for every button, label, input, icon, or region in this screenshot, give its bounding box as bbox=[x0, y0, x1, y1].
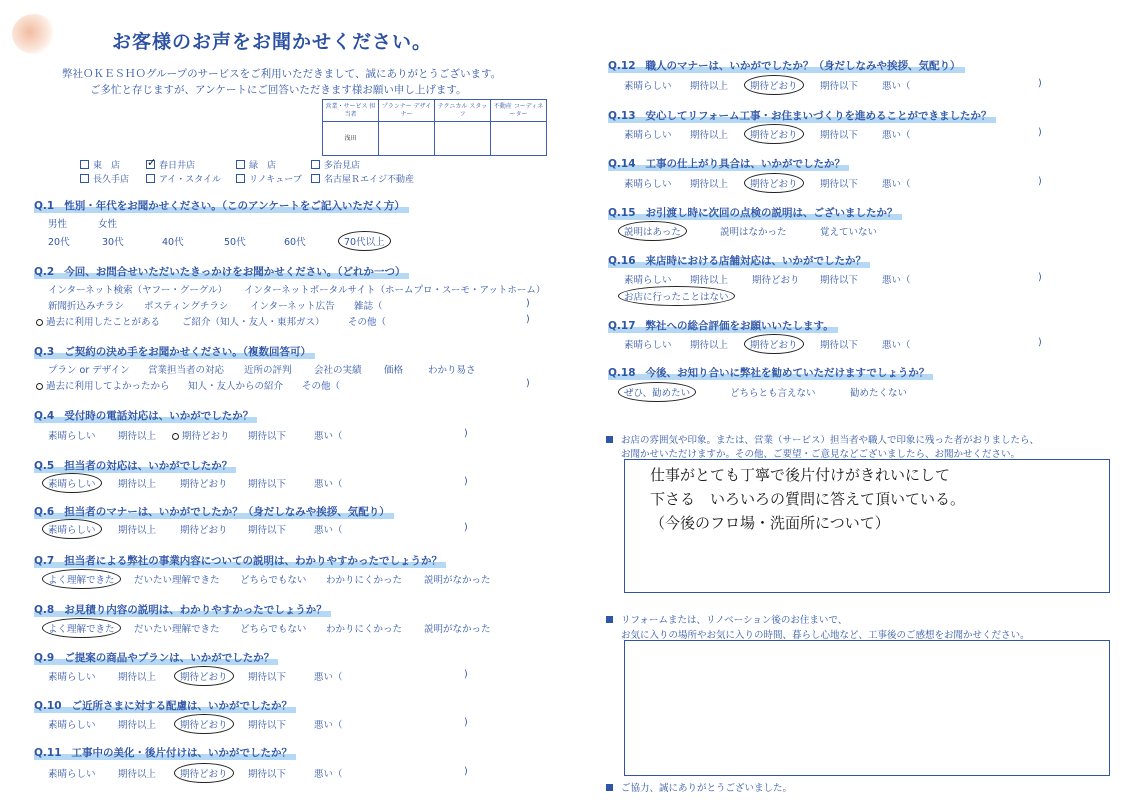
q5-bracket: ) bbox=[464, 476, 468, 487]
q18-option[interactable]: どちらとも言えない bbox=[730, 388, 816, 399]
q12-option[interactable]: 素晴らしい bbox=[624, 81, 672, 92]
q2-option[interactable]: 新聞折込みチラシ bbox=[48, 301, 125, 312]
q6-option[interactable]: 期待以上 bbox=[118, 525, 157, 536]
q15-option-selected[interactable]: 説明はあった bbox=[618, 221, 687, 241]
q14-bracket: ) bbox=[1038, 176, 1042, 187]
q12-option[interactable]: 悪い（ bbox=[882, 81, 911, 92]
q14-option[interactable]: 期待以下 bbox=[820, 179, 859, 190]
bullet-square-icon bbox=[606, 784, 613, 791]
store-option[interactable]: アイ・スタイル bbox=[146, 172, 221, 185]
checkbox-icon[interactable] bbox=[80, 174, 89, 183]
q6-bracket: ) bbox=[464, 522, 468, 533]
checkbox-checked-icon[interactable] bbox=[146, 160, 155, 169]
q12-bracket: ) bbox=[1038, 78, 1042, 89]
bullet-square-icon bbox=[606, 616, 613, 623]
q5-option-selected[interactable]: 素晴らしい bbox=[42, 473, 102, 493]
q13-option-selected[interactable]: 期待どおり bbox=[744, 124, 804, 144]
q6-option[interactable]: 期待どおり bbox=[180, 525, 228, 536]
question-q1: Q.1 性別・年代をお聞かせください。（このアンケートをご記入いただく方） bbox=[34, 198, 409, 213]
q17-option[interactable]: 期待以上 bbox=[690, 340, 729, 351]
q6-option[interactable]: 期待以下 bbox=[248, 525, 287, 536]
q4-option[interactable]: 素晴らしい bbox=[48, 431, 96, 442]
q4-bracket: ) bbox=[464, 428, 468, 439]
thanks-message: ご協力、誠にありがとうございました。 bbox=[606, 780, 792, 794]
q3-option[interactable]: 営業担当者の対応 bbox=[148, 365, 225, 376]
impression-question: お店の雰囲気や印象。または、営業（サービス）担当者や職人で印象に残った者がおりましたら、 bbox=[606, 432, 1039, 446]
staff-header-technical: テクニカル スタッフ bbox=[435, 100, 491, 122]
question-q4: Q.4 受付時の電話対応は、いかがでしたか？ bbox=[34, 408, 257, 423]
staff-value-sales[interactable]: 浅田 bbox=[323, 122, 379, 156]
q14-option-selected[interactable]: 期待どおり bbox=[744, 173, 804, 193]
q10-option[interactable]: 素晴らしい bbox=[48, 720, 96, 731]
q8-option[interactable]: どちらでもない bbox=[240, 624, 307, 635]
q10-option[interactable]: 期待以上 bbox=[118, 720, 157, 731]
store-option[interactable]: リノキューブ bbox=[236, 172, 302, 185]
q1-option[interactable]: 男性 bbox=[48, 219, 68, 230]
q16-bracket: ) bbox=[1038, 272, 1042, 283]
staff-value-realestate[interactable] bbox=[491, 122, 547, 156]
q18-option[interactable]: 勧めたくない bbox=[850, 388, 908, 399]
q1-option[interactable]: 60代 bbox=[284, 237, 306, 248]
q16-option[interactable]: 期待以下 bbox=[820, 275, 859, 286]
q2-option[interactable]: インターネットポータルサイト（ホームプロ・スーモ・アットホーム） bbox=[244, 285, 546, 296]
question-q9: Q.9 ご提案の商品やプランは、いかがでしたか？ bbox=[34, 650, 278, 665]
q1-option[interactable]: 30代 bbox=[102, 237, 124, 248]
q11-option-selected[interactable]: 期待どおり bbox=[174, 763, 234, 783]
q5-option[interactable]: 期待以下 bbox=[248, 479, 287, 490]
q17-option[interactable]: 悪い（ bbox=[882, 340, 911, 351]
checkbox-icon[interactable] bbox=[311, 160, 320, 169]
q1-option[interactable]: 女性 bbox=[98, 219, 118, 230]
page-title: お客様のお声をお聞かせください。 bbox=[112, 31, 433, 53]
q15-option[interactable]: 説明はなかった bbox=[720, 227, 787, 238]
checkbox-icon[interactable] bbox=[236, 160, 245, 169]
q1-option[interactable]: 50代 bbox=[224, 237, 246, 248]
q4-option[interactable]: 期待以上 bbox=[118, 431, 157, 442]
question-q18: Q.18 今後、お知り合いに弊社を勧めていただけますでしょうか？ bbox=[608, 365, 933, 380]
q1-option[interactable]: 40代 bbox=[162, 237, 184, 248]
q2-option[interactable]: その他（ bbox=[348, 317, 387, 328]
checkbox-icon[interactable] bbox=[80, 160, 89, 169]
question-q5: Q.5 担当者の対応は、いかがでしたか？ bbox=[34, 458, 236, 473]
q17-bracket: ) bbox=[1038, 337, 1042, 348]
staff-header-planner: プランナー デザイナー bbox=[379, 100, 435, 122]
q5-option[interactable]: 期待以上 bbox=[118, 479, 157, 490]
question-q8: Q.8 お見積り内容の説明は、わかりやすかったでしょうか？ bbox=[34, 602, 331, 617]
q10-option-selected[interactable]: 期待どおり bbox=[174, 714, 234, 734]
after-renovation-question: リフォームまたは、リノベーション後のお住まいで、 bbox=[606, 612, 847, 626]
q12-option[interactable]: 期待以上 bbox=[690, 81, 729, 92]
impression-question-line2: お聞かせいただけますか。その他、ご要望・ご意見などございましたら、お聞かせください。 bbox=[621, 449, 1021, 460]
store-option[interactable]: 多治見店 bbox=[311, 158, 360, 171]
q2-option-selected[interactable]: 過去に利用したことがある bbox=[36, 314, 160, 328]
staff-value-planner[interactable] bbox=[379, 122, 435, 156]
q8-option[interactable]: わかりにくかった bbox=[326, 624, 403, 635]
q5-option[interactable]: 悪い（ bbox=[314, 479, 343, 490]
q5-option[interactable]: 期待どおり bbox=[180, 479, 228, 490]
intro-line-1: 弊社ＯＫＥＳＨＯグループのサービスをご利用いただきまして、誠にありがとうございます。 bbox=[62, 68, 502, 80]
q3-option[interactable]: 知人・友人からの紹介 bbox=[188, 381, 284, 392]
q17-option[interactable]: 素晴らしい bbox=[624, 340, 672, 351]
q2-bracket: ) bbox=[526, 298, 530, 309]
q11-option[interactable]: 悪い（ bbox=[314, 769, 343, 780]
store-option[interactable]: 緑 店 bbox=[236, 158, 276, 171]
q14-option[interactable]: 素晴らしい bbox=[624, 179, 672, 190]
q10-option[interactable]: 期待以下 bbox=[248, 720, 287, 731]
q17-option-selected[interactable]: 期待どおり bbox=[744, 334, 804, 354]
q8-option[interactable]: だいたい理解できた bbox=[134, 624, 220, 635]
q14-option[interactable]: 期待以上 bbox=[690, 179, 729, 190]
store-option[interactable]: ✓ 春日井店 bbox=[146, 158, 195, 171]
store-option[interactable]: 東 店 bbox=[80, 158, 120, 171]
bullet-square-icon bbox=[606, 436, 613, 443]
q11-option[interactable]: 期待以下 bbox=[248, 769, 287, 780]
q4-option-selected[interactable]: 期待どおり bbox=[172, 428, 230, 442]
q2-option[interactable]: インターネット検索（ヤフー・グーグル） bbox=[48, 285, 228, 296]
after-renovation-question-line2: お気に入りの場所やお気に入りの時間、暮らし心地など、工事後のご感想をお聞かせください。 bbox=[621, 630, 1030, 641]
q16-option[interactable]: 悪い（ bbox=[882, 275, 911, 286]
q12-option-selected[interactable]: 期待どおり bbox=[744, 75, 804, 95]
stamp-mark bbox=[12, 14, 56, 54]
check-dot-icon bbox=[172, 433, 179, 440]
staff-table bbox=[322, 99, 547, 156]
check-dot-icon bbox=[36, 383, 43, 390]
intro-line-2: ご多忙と存じますが、アンケートにご回答いただきます様お願い申し上げます。 bbox=[90, 84, 467, 96]
q3-option[interactable]: プラン or デザイン bbox=[48, 365, 130, 376]
question-q3: Q.3 ご契約の決め手をお聞かせください。（複数回答可） bbox=[34, 344, 315, 359]
q8-option-selected[interactable]: よく理解できた bbox=[42, 618, 121, 638]
q9-option[interactable]: 素晴らしい bbox=[48, 672, 96, 683]
q1-option-selected[interactable]: 70代以上 bbox=[338, 231, 391, 251]
q14-option[interactable]: 悪い（ bbox=[882, 179, 911, 190]
q16-option[interactable]: 期待どおり bbox=[752, 275, 800, 286]
impression-answer-line-2: 下さる いろいろの質問に答えて頂いている。 bbox=[650, 490, 966, 508]
after-renovation-answer-box[interactable] bbox=[624, 640, 1110, 776]
question-q2: Q.2 今回、お問合せいただいたきっかけをお聞かせください。（どれか一つ） bbox=[34, 264, 409, 279]
store-option[interactable]: 長久手店 bbox=[80, 172, 129, 185]
impression-answer-line-3: （今後のフロ場・洗面所について） bbox=[650, 514, 890, 532]
q4-option[interactable]: 悪い（ bbox=[314, 431, 343, 442]
q11-option[interactable]: 素晴らしい bbox=[48, 769, 96, 780]
q9-option[interactable]: 悪い（ bbox=[314, 672, 343, 683]
q3-option[interactable]: 会社の実績 bbox=[314, 365, 362, 376]
question-q12: Q.12 職人のマナーは、いかがでしたか？（身だしなみや挨拶、気配り） bbox=[608, 58, 965, 73]
staff-header-sales: 営業・サービス 担当者 bbox=[323, 100, 379, 122]
question-q16: Q.16 来店時における店舗対応は、いかがでしたか？ bbox=[608, 253, 870, 268]
q13-option[interactable]: 素晴らしい bbox=[624, 130, 672, 141]
q7-option-selected[interactable]: よく理解できた bbox=[42, 569, 121, 589]
question-q15: Q.15 お引渡し時に次回の点検の説明は、ございましたか？ bbox=[608, 205, 902, 220]
staff-value-technical[interactable] bbox=[435, 122, 491, 156]
checkbox-icon[interactable] bbox=[311, 174, 320, 183]
q18-option-selected[interactable]: ぜひ、勧めたい bbox=[618, 382, 696, 402]
store-option[interactable]: 名古屋Ｒエイジ不動産 bbox=[311, 172, 414, 185]
q7-option[interactable]: だいたい理解できた bbox=[134, 575, 220, 586]
checkbox-icon[interactable] bbox=[236, 174, 245, 183]
staff-header-realestate: 不動産 コーディネーター bbox=[491, 100, 547, 122]
q2-option[interactable]: 雑誌（ bbox=[354, 301, 383, 312]
impression-answer-line-1: 仕事がとても丁寧で後片付けがきれいにして bbox=[650, 466, 951, 484]
q16-option[interactable]: 期待以上 bbox=[690, 275, 729, 286]
q3-option[interactable]: わかり易さ bbox=[428, 365, 476, 376]
q11-option[interactable]: 期待以上 bbox=[118, 769, 157, 780]
q11-bracket: ) bbox=[464, 766, 468, 777]
q9-option[interactable]: 期待以上 bbox=[118, 672, 157, 683]
checkbox-icon[interactable] bbox=[146, 174, 155, 183]
question-q7: Q.7 担当者による弊社の事業内容についての説明は、わかりやすかったでしょうか？ bbox=[34, 553, 446, 568]
q2-bracket: ) bbox=[526, 314, 530, 325]
q9-bracket: ) bbox=[464, 669, 468, 680]
q10-option[interactable]: 悪い（ bbox=[314, 720, 343, 731]
q8-option[interactable]: 説明がなかった bbox=[424, 624, 491, 635]
check-dot-icon bbox=[36, 319, 43, 326]
q3-option[interactable]: その他（ bbox=[302, 381, 341, 392]
q3-option[interactable]: 近所の評判 bbox=[244, 365, 292, 376]
question-q17: Q.17 弊社への総合評価をお願いいたします。 bbox=[608, 318, 838, 333]
q13-option[interactable]: 期待以上 bbox=[690, 130, 729, 141]
q3-bracket: ) bbox=[526, 378, 530, 389]
q7-option[interactable]: 説明がなかった bbox=[424, 575, 491, 586]
q3-option-selected[interactable]: 過去に利用してよかったから bbox=[36, 378, 170, 392]
q16-option[interactable]: 素晴らしい bbox=[624, 275, 672, 286]
question-q13: Q.13 安心してリフォーム工事・お住まいづくりを進めることができましたか？ bbox=[608, 108, 996, 123]
q2-option[interactable]: インターネット広告 bbox=[250, 301, 335, 312]
q7-option[interactable]: わかりにくかった bbox=[326, 575, 403, 586]
q15-option[interactable]: 覚えていない bbox=[820, 227, 878, 238]
q9-option-selected[interactable]: 期待どおり bbox=[174, 666, 234, 686]
q13-option[interactable]: 期待以下 bbox=[820, 130, 859, 141]
q3-option[interactable]: 価格 bbox=[384, 365, 404, 376]
question-q11: Q.11 工事中の美化・後片付けは、いかがでしたか？ bbox=[34, 745, 296, 760]
q9-option[interactable]: 期待以下 bbox=[248, 672, 287, 683]
question-q14: Q.14 工事の仕上がり具合は、いかがでしたか？ bbox=[608, 156, 849, 171]
q6-option-selected[interactable]: 素晴らしい bbox=[42, 519, 102, 539]
q6-option[interactable]: 悪い（ bbox=[314, 525, 343, 536]
q16-option-selected[interactable]: お店に行ったことはない bbox=[618, 286, 735, 306]
q1-option[interactable]: 20代 bbox=[48, 237, 70, 248]
q2-option[interactable]: ポスティングチラシ bbox=[144, 301, 229, 312]
q2-option[interactable]: ご紹介（知人・友人・東邦ガス） bbox=[182, 317, 325, 328]
q13-bracket: ) bbox=[1038, 127, 1042, 138]
q12-option[interactable]: 期待以下 bbox=[820, 81, 859, 92]
q10-bracket: ) bbox=[464, 717, 468, 728]
q13-option[interactable]: 悪い（ bbox=[882, 130, 911, 141]
question-q10: Q.10 ご近所さまに対する配慮は、いかがでしたか？ bbox=[34, 698, 296, 713]
q17-option[interactable]: 期待以下 bbox=[820, 340, 859, 351]
q4-option[interactable]: 期待以下 bbox=[248, 431, 287, 442]
question-q6: Q.6 担当者のマナーは、いかがでしたか？（身だしなみや挨拶、気配り） bbox=[34, 504, 394, 519]
q7-option[interactable]: どちらでもない bbox=[240, 575, 307, 586]
